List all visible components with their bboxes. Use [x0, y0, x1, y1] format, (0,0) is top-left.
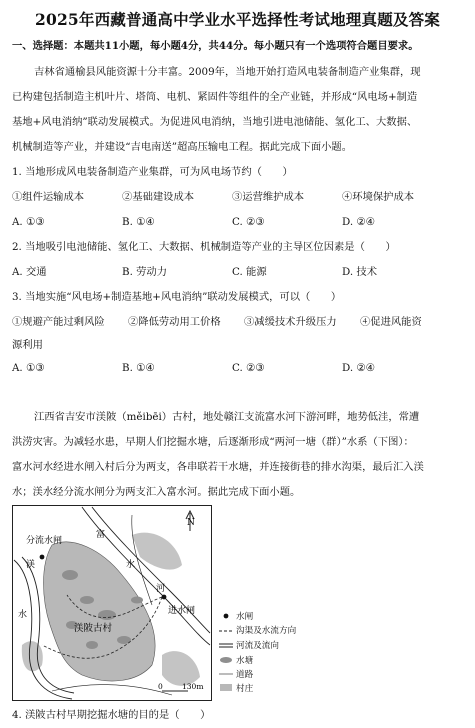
map-legend	[218, 608, 338, 700]
pond	[131, 597, 143, 604]
pond	[62, 570, 78, 580]
q2-choice-d[interactable]: D. 技术	[342, 266, 378, 278]
legend-pond: 水塘	[236, 656, 254, 666]
passage1-line: 已构建包括制造主机叶片、塔筒、电机、紧固件等组件的全产业链，并形成“风电场+制造	[12, 91, 418, 103]
legend-symbols	[218, 608, 236, 700]
legend-gate: 水闸	[236, 612, 254, 622]
label-village: 渼陂古村	[74, 623, 113, 634]
q3-choice-d[interactable]: D. ②④	[342, 362, 375, 374]
label-fu-he: 河	[156, 584, 166, 594]
q1-item: ②基础建设成本	[122, 191, 195, 203]
passage2-line: 洪涝灾害。为减轻水患，早期人们挖掘水塘，后逐渐形成“两河一塘（群）”水系（下图）：	[12, 436, 414, 448]
q3-choice-b[interactable]: B. ①④	[122, 362, 155, 374]
scale-zero: 0	[158, 682, 163, 691]
q3-item: ④促进风能资	[360, 316, 422, 328]
q3-item: ②降低劳动用工价格	[128, 316, 221, 328]
legend-gate-icon	[224, 614, 229, 619]
q1-choice-c[interactable]: C. ②③	[232, 216, 265, 228]
label-fu: 富	[96, 530, 106, 540]
q1-item: ①组件运输成本	[12, 191, 85, 203]
sluice-gate-fenliu	[40, 555, 45, 560]
question-1-stem: 1. 当地形成风电装备制造产业集群，可为风电场节约（ ）	[12, 166, 293, 178]
passage1-line: 机械制造等产业，并建设“吉电南送”超高压输电工程。据此完成下面小题。	[12, 141, 353, 153]
q1-item: ④环境保护成本	[342, 191, 415, 203]
passage2-line: 富水河水经进水闸入村后分为两支，各串联若干水塘，并连接街巷的排水沟渠，最后汇入渼	[12, 461, 424, 473]
label-fu-shui: 水	[126, 560, 136, 570]
passage2-line: 江西省吉安市渼陂（měibēi）古村，地处赣江支流富水河下游河畔，地势低洼，常遭	[34, 411, 420, 423]
pond	[98, 610, 116, 620]
water-system-map	[12, 505, 212, 701]
page-title: 2025年西藏普通高中学业水平选择性考试地理真题及答案	[34, 10, 441, 29]
question-2-stem: 2. 当地吸引电池储能、氢化工、大数据、机械制造等产业的主导区位因素是（ ）	[12, 241, 396, 253]
north-label: N	[187, 518, 195, 528]
q3-item: ③减缓技术升级压力	[244, 316, 337, 328]
passage1-line: 吉林省通榆县风能资源十分丰富。2009年，当地开始打造风电装备制造产业集群，现	[34, 66, 421, 78]
question-4-stem: 4. 渼陂古村早期挖掘水塘的目的是（ ）	[12, 709, 211, 721]
scale-label: 130m	[182, 682, 204, 691]
section-heading: 一、选择题：本题共11小题，每小题4分，共44分。每小题只有一个选项符合题目要求。	[12, 40, 419, 52]
pond	[86, 641, 98, 649]
q3-item-continued: 源利用	[12, 339, 43, 351]
legend-village: 村庄	[236, 684, 254, 694]
legend-river: 河流及流向	[236, 641, 279, 651]
q1-choice-b[interactable]: B. ①④	[122, 216, 155, 228]
question-3-stem: 3. 当地实施“风电场+制造基地+风电消纳”联动发展模式，可以（ ）	[12, 291, 342, 303]
label-fenliu: 分流水闸	[26, 536, 63, 546]
legend-village-icon	[220, 684, 232, 691]
q3-choice-c[interactable]: C. ②③	[232, 362, 265, 374]
pond	[80, 596, 94, 604]
q2-choice-b[interactable]: B. 劳动力	[122, 266, 168, 278]
q2-choice-c[interactable]: C. 能源	[232, 266, 267, 278]
passage1-line: 基地+风电消纳”联动发展模式。为促进风电消纳，当地引进电池储能、氢化工、大数据、	[12, 116, 418, 128]
q2-choice-a[interactable]: A. 交通	[12, 266, 47, 278]
label-mei-shui: 水	[18, 610, 28, 620]
label-mei: 渼	[26, 560, 36, 570]
q1-choice-a[interactable]: A. ①③	[12, 216, 45, 228]
legend-canal: 沟渠及水流方向	[236, 626, 297, 636]
passage2-line: 水；渼水经分流水闸分为两支汇入富水河。据此完成下面小题。	[12, 486, 301, 498]
q1-choice-d[interactable]: D. ②④	[342, 216, 375, 228]
sluice-gate-jinshui	[162, 595, 167, 600]
legend-pond-icon	[220, 657, 232, 663]
q3-item: ①规避产能过剩风险	[12, 316, 105, 328]
label-jinshui: 进水闸	[168, 606, 196, 616]
q1-item: ③运营维护成本	[232, 191, 305, 203]
legend-road: 道路	[236, 670, 254, 680]
q3-choice-a[interactable]: A. ①③	[12, 362, 45, 374]
